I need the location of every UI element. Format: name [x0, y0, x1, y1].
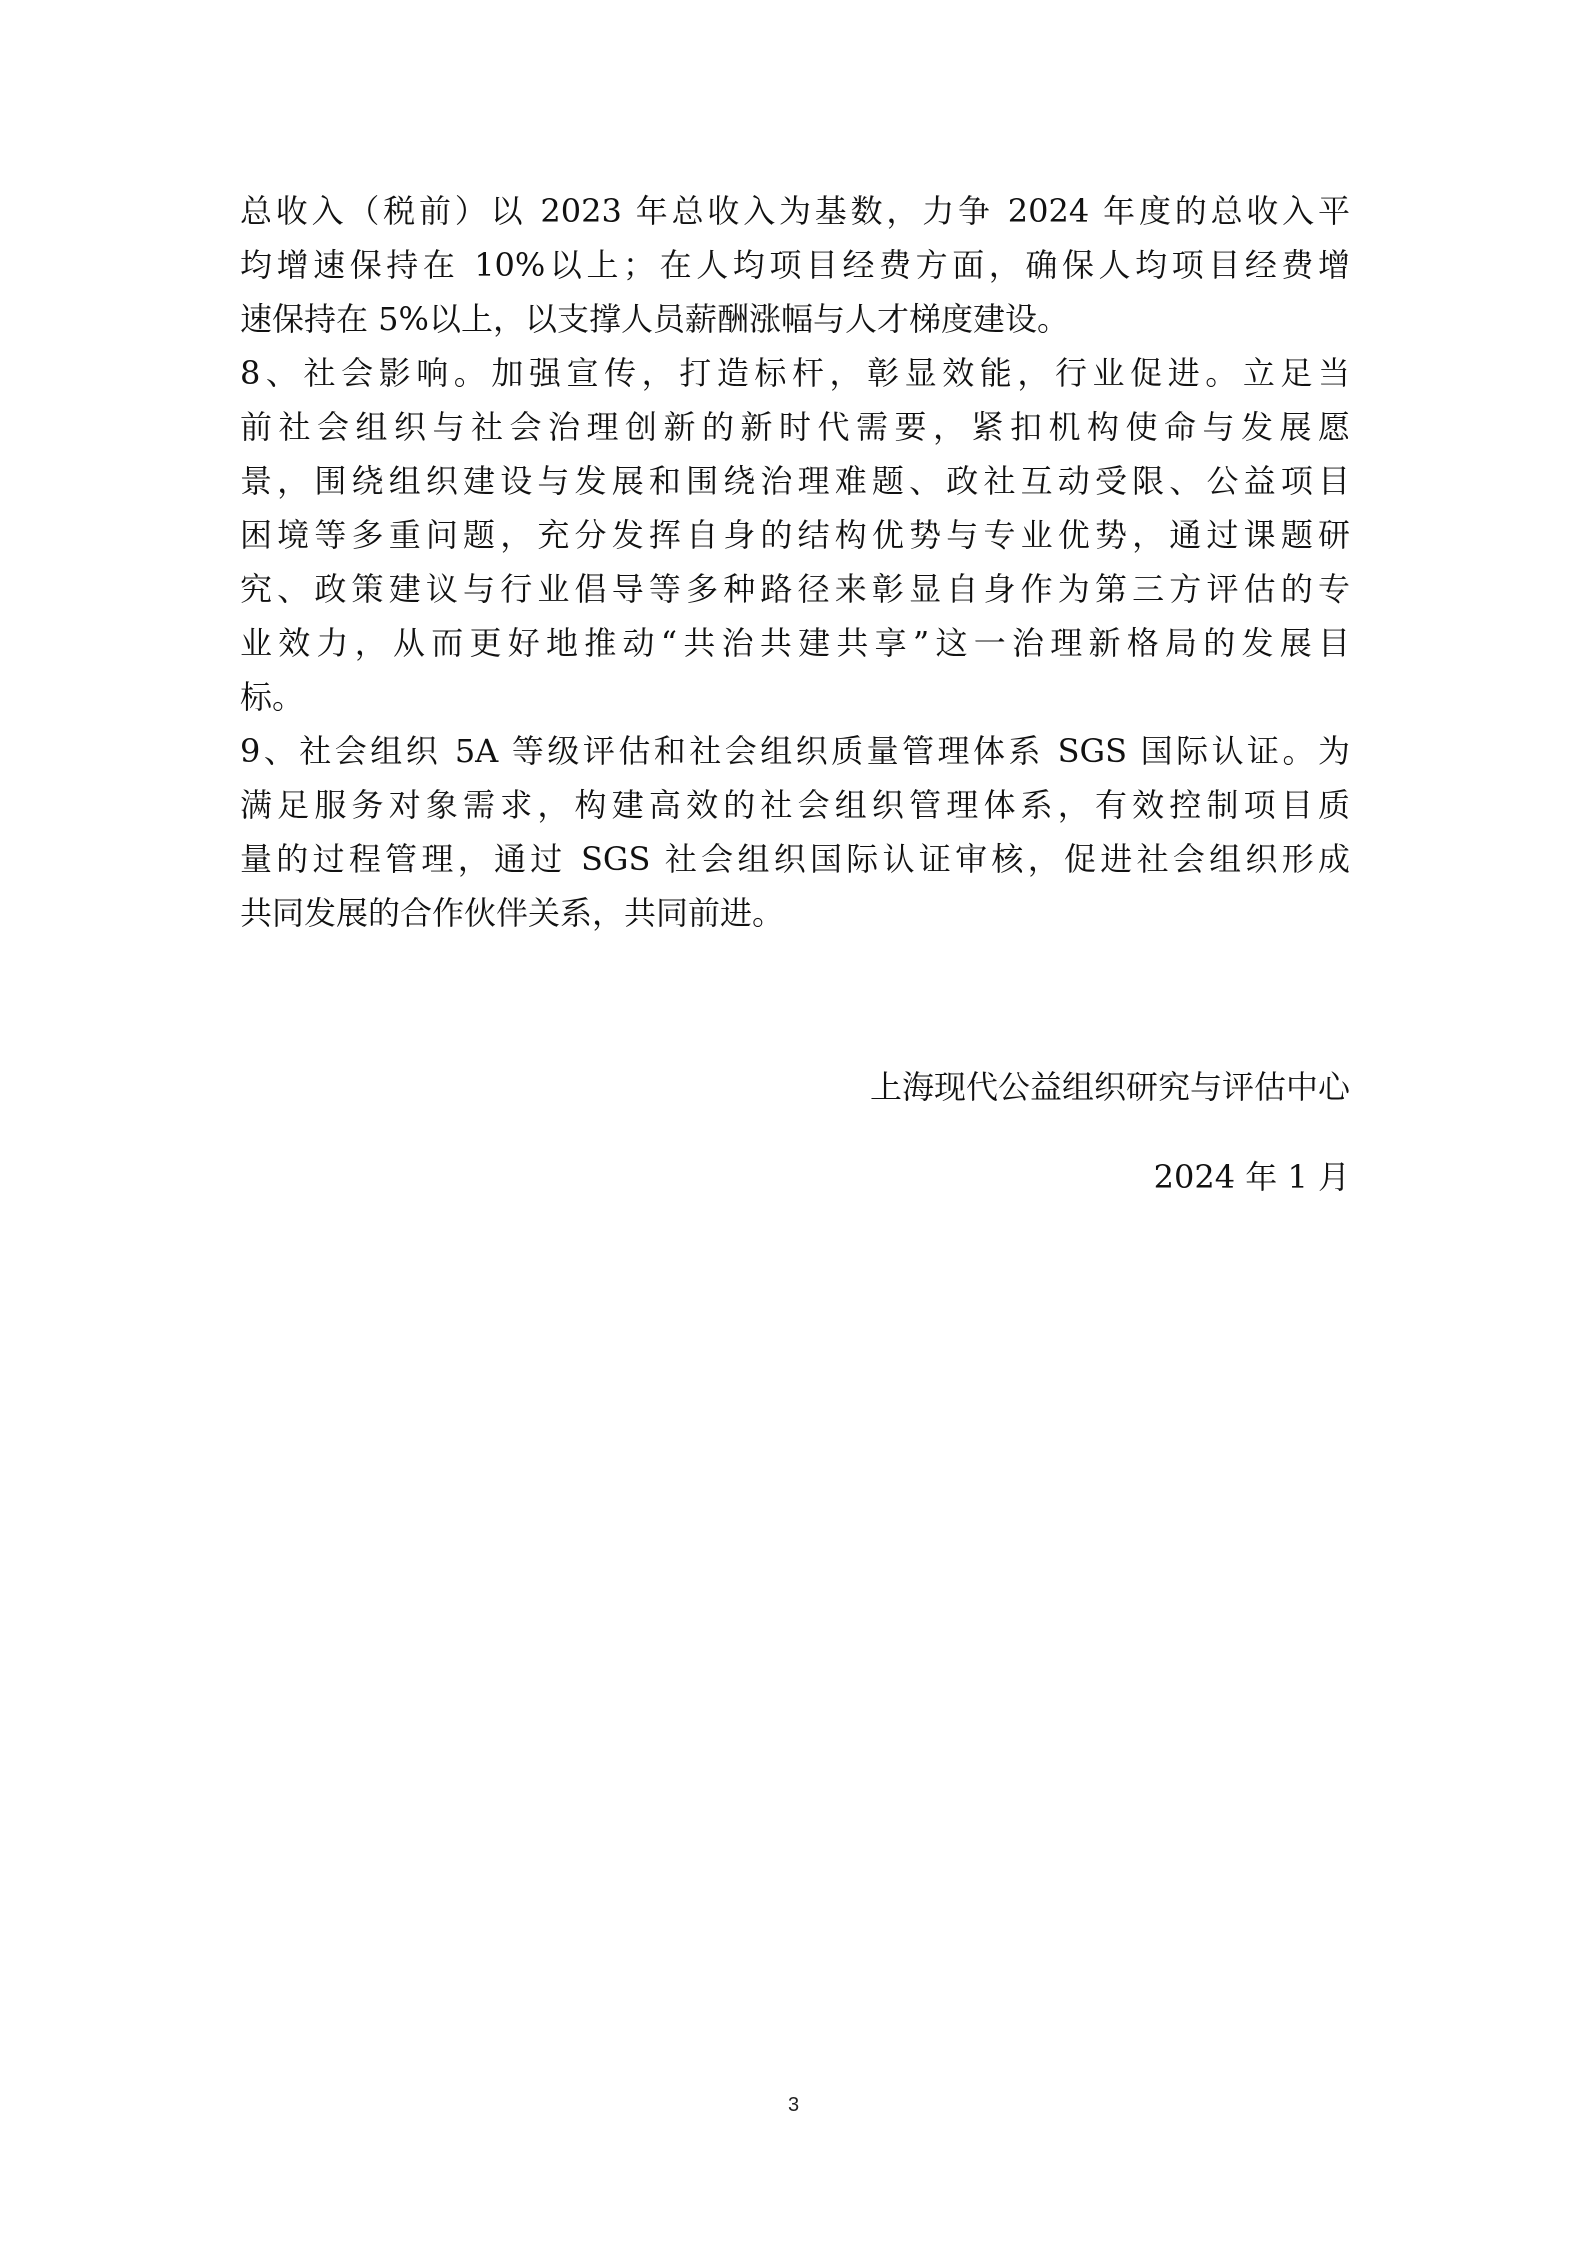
- paragraph-certification: [240, 724, 1350, 940]
- signature-block: [870, 1060, 1350, 1204]
- text-line: 总收入（税前）以 2023 年总收入为基数，力争 2024 年度的总收入平: [240, 192, 1350, 230]
- text-line: 景，围绕组织建设与发展和围绕治理难题、政社互动受限、公益项目: [240, 462, 1350, 500]
- signature-organization: 上海现代公益组织研究与评估中心: [869, 1068, 1350, 1106]
- text-line: 满足服务对象需求，构建高效的社会组织管理体系，有效控制项目质: [240, 786, 1350, 824]
- text-line: 量的过程管理，通过 SGS 社会组织国际认证审核，促进社会组织形成: [240, 840, 1350, 878]
- text-line: 9、社会组织 5A 等级评估和社会组织质量管理体系 SGS 国际认证。为: [240, 732, 1350, 770]
- text-line: 前社会组织与社会治理创新的新时代需要，紧扣机构使命与发展愿: [240, 408, 1350, 446]
- body-text: [240, 184, 1350, 940]
- text-line: 业效力，从而更好地推动“共治共建共享”这一治理新格局的发展目: [240, 624, 1350, 662]
- text-line: 标。: [240, 678, 305, 716]
- paragraph-income: [240, 184, 1350, 346]
- text-line: 8、社会影响。加强宣传，打造标杆，彰显效能，行业促进。立足当: [240, 354, 1350, 392]
- text-line: 究、政策建议与行业倡导等多种路径来彰显自身作为第三方评估的专: [240, 570, 1350, 608]
- signature-date: 2024 年 1 月: [1153, 1158, 1350, 1196]
- text-line: 困境等多重问题，充分发挥自身的结构优势与专业优势，通过课题研: [240, 516, 1350, 554]
- page-number: 3: [787, 2094, 800, 2116]
- paragraph-social-impact: [240, 346, 1350, 724]
- text-line: 速保持在 5%以上，以支撑人员薪酬涨幅与人才梯度建设。: [240, 300, 1069, 338]
- text-line: 共同发展的合作伙伴关系，共同前进。: [240, 894, 785, 932]
- text-line: 均增速保持在 10%以上；在人均项目经费方面，确保人均项目经费增: [240, 246, 1350, 284]
